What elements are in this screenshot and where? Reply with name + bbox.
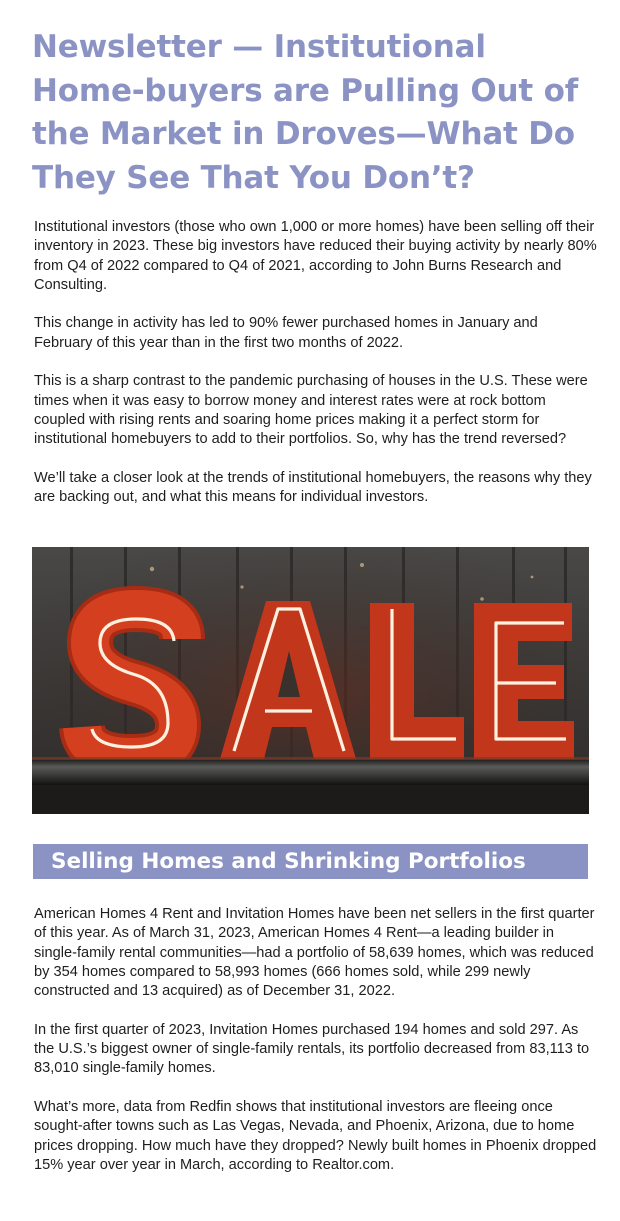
section-heading: Selling Homes and Shrinking Portfolios [33,844,588,879]
intro-paragraph: This is a sharp contrast to the pandemic purchasing of houses in the U.S. These were times when it was easy to borrow money and interest rates were at rock bottom coupled with rising rents and soaring home prices making it a perfect storm for institutional homebuyers to add to their portfolios. So, why has the trend reversed? [34,373,588,448]
article-title: Newsletter — Institutional Home-buyers are Pulling Out of the Market in Droves—What Do They See That You Don’t? [32,29,579,196]
intro-paragraph: We’ll take a closer look at the trends of institutional homebuyers, the reasons why they are backing out, and what this means for individual investors. [34,469,592,506]
section-paragraph: American Homes 4 Rent and Invitation Homes have been net sellers in the first quarter of this year. As of March 31, 2023, American Homes 4 Rent—a leading builder in single-family rental communities—had a portfolio of 58,639 homes, which was reduced by 354 homes compared to 58,993 homes (666 homes sold, while 299 newly constructed and 13 acquired) as of December 31, 2022. [34,906,595,1000]
intro-paragraph: Institutional investors (those who own 1,000 or more homes) have been selling off their inventory in 2023. These big investors have reduced their buying activity by nearly 80% from Q4 of 2022 compared to Q4 of 2021, according to John Burns Research and Consulting. [34,219,597,293]
intro-text [34,218,599,507]
section-paragraph: What’s more, data from Redfin shows that institutional investors are fleeing once sought-after towns such as Las Vegas, Nevada, and Phoenix, Arizona, due to home prices dropping. How much have they dropped? Newly built homes in Phoenix dropped 15% year over year in March, according to Realtor.com. [34,1098,597,1173]
section-paragraph: In the first quarter of 2023, Invitation Homes purchased 194 homes and sold 297. As the U.S.’s biggest owner of single-family rentals, its portfolio decreased from 83,113 to 83,010 single-family homes. [34,1021,590,1077]
section-text [34,905,599,1175]
intro-paragraph: This change in activity has led to 90% fewer purchased homes in January and February of this year than in the first two months of 2022. [34,315,538,351]
sale-sign-photo [32,547,589,814]
